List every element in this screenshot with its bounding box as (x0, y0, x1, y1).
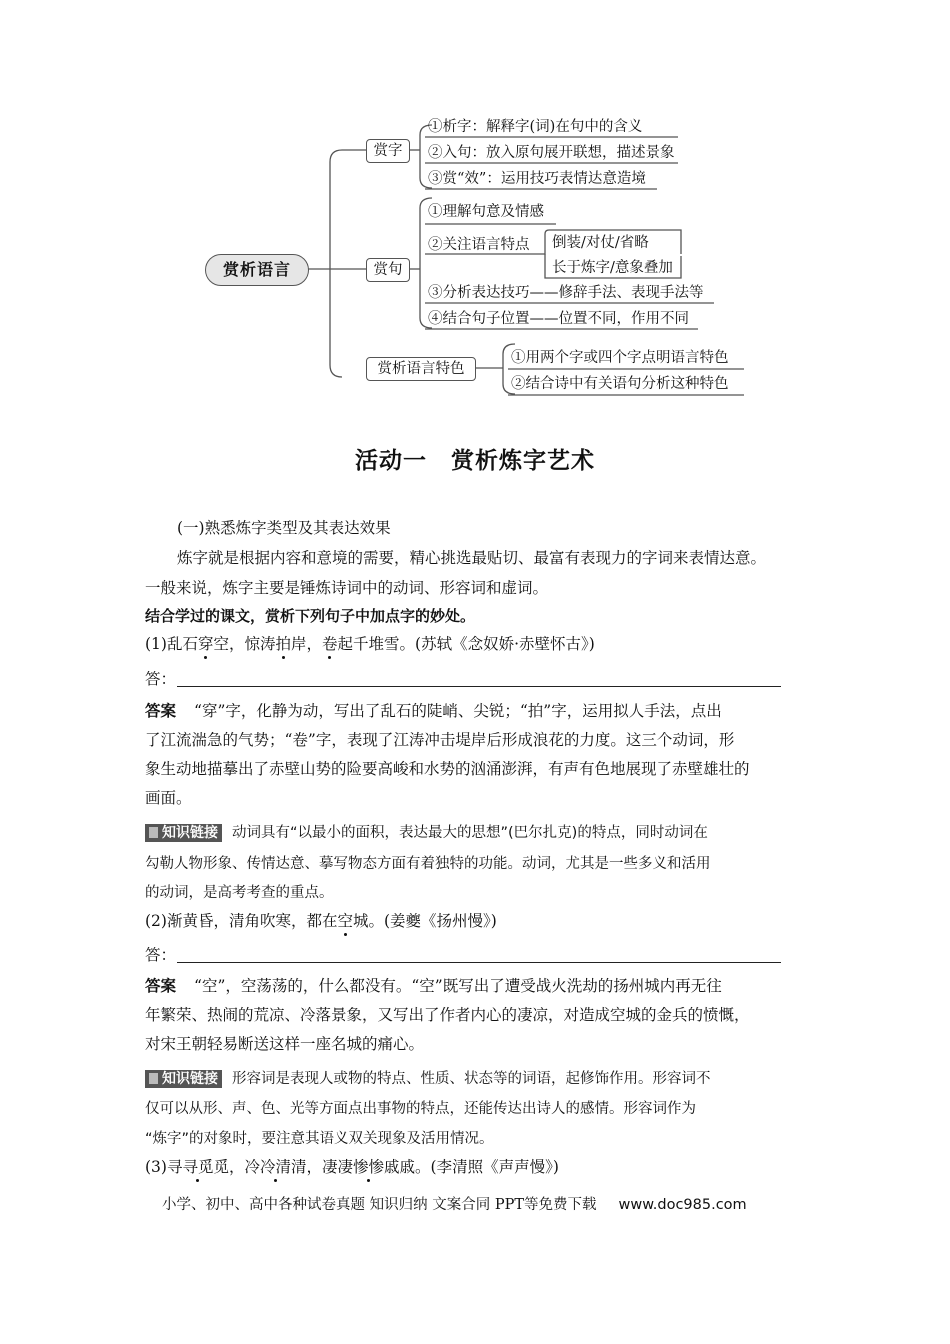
branch2-item-1: ①理解句意及情感 (428, 204, 544, 220)
q2-answer-line[interactable] (177, 962, 781, 963)
q1-dotted-pai: 拍 (275, 635, 292, 653)
q1-text-b: 空，惊涛 (213, 635, 276, 653)
branch2-item-2: ②关注语言特点 (428, 237, 530, 253)
answer-label: 答案 (145, 977, 177, 995)
q1-knowledge-text-1: 动词具有“以最小的面积，表达最大的思想”(巴尔扎克)的特点，同时动词在 (232, 825, 708, 841)
q2-answer-prompt: 答： (145, 946, 177, 964)
q1-answer-line[interactable] (177, 686, 781, 687)
q2-knowledge-2: 仅可以从形、声、色、光等方面点出事物的特点，还能传达出诗人的感情。形容词作为 (145, 1101, 696, 1117)
q2-text-b: 城。(姜夔《扬州慢》) (352, 912, 497, 930)
question-2 (145, 910, 810, 932)
instruction: 结合学过的课文，赏析下列句子中加点字的妙处。 (145, 607, 476, 625)
q2-knowledge-text-1: 形容词是表现人或物的特点、性质、状态等的词语，起修饰作用。形容词不 (232, 1071, 711, 1087)
q1-knowledge-1 (145, 822, 810, 844)
q3-dotted-1: 寻寻觅觅 (166, 1158, 229, 1176)
branch-language-feature: 赏析语言特色 (366, 357, 476, 381)
intro-line-2: 一般来说，炼字主要是锤炼诗词中的动词、形容词和虚词。 (145, 579, 549, 597)
q1-knowledge-2: 勾勒人物形象、传情达意、摹写物态方面有着独特的功能。动词，尤其是一些多义和活用 (145, 856, 711, 872)
footer-url[interactable]: www.doc985.com (618, 1197, 747, 1213)
q3-text-c: ， (306, 1158, 323, 1176)
branch1-item-2: ②入句：放入原句展开联想，描述景象 (428, 145, 675, 161)
q2-text-a: (2)渐黄昏，清角吹寒，都在 (145, 912, 338, 930)
q2-answer-3: 对宋王朝轻易断送这样一座名城的痛心。 (145, 1035, 425, 1053)
knowledge-label: 知识链接 (162, 1071, 218, 1087)
q2-knowledge-3: “炼字”的对象时，要注意其语义双关现象及活用情况。 (145, 1131, 494, 1147)
q1-text-c: 岸， (291, 635, 323, 653)
footer-text: 小学、初中、高中各种试卷真题 知识归纳 文案合同 PPT等免费下载 (162, 1197, 597, 1213)
q1-answer-text-1: “穿”字，化静为动，写出了乱石的陡峭、尖锐；“拍”字，运用拟人手法，点出 (194, 702, 722, 720)
question-3 (145, 1156, 810, 1178)
q1-dotted-chuan: 穿 (197, 635, 214, 653)
branch3-item-2: ②结合诗中有关语句分析这种特色 (511, 376, 729, 392)
branch1-item-3: ③赏“效”：运用技巧表情达意造境 (428, 171, 646, 187)
q2-answer-text-1: “空”，空荡荡的，什么都没有。“空”既写出了遭受战火洗劫的扬州城内再无往 (194, 977, 722, 995)
branch2-item-4: ④结合句子位置——位置不同，作用不同 (428, 311, 689, 327)
intro-line-1: 炼字就是根据内容和意境的需要，精心挑选最贴切、最富有表现力的字词来表情达意。 (177, 549, 767, 567)
branch1-item-1: ①析字：解释字(词)在句中的含义 (428, 119, 643, 135)
q1-answer-1 (145, 700, 810, 722)
branch-shangju: 赏句 (366, 258, 410, 282)
q2-answer-1 (145, 975, 810, 997)
q1-answer-3: 象生动地描摹出了赤壁山势的险要高峻和水势的汹涌澎湃，有声有色地展现了赤壁雄壮的 (145, 760, 750, 778)
badge-square-icon (149, 827, 158, 838)
q1-answer-2: 了江流湍急的气势；“卷”字，表现了江涛冲击堤岸后形成浪花的力度。这三个动词，形 (145, 731, 735, 749)
activity-title: 活动一 赏析炼字艺术 (355, 448, 595, 474)
mindmap-root: 赏析语言 (205, 254, 309, 286)
q3-text-a: (3) (145, 1158, 167, 1176)
q3-text-d: 。(李清照《声声慢》) (415, 1158, 559, 1176)
branch-shangzi: 赏字 (366, 139, 410, 163)
q1-answer-4: 画面。 (145, 789, 192, 807)
branch2-sub-2: 长于炼字/意象叠加 (552, 260, 673, 276)
knowledge-label: 知识链接 (162, 825, 218, 841)
section-heading: (一)熟悉炼字类型及其表达效果 (177, 519, 391, 537)
q1-dotted-juan: 卷 (322, 635, 338, 653)
knowledge-badge (145, 1070, 222, 1088)
q1-text-a: (1)乱石 (145, 635, 198, 653)
q1-text-d: 起千堆雪。(苏轼《念奴娇·赤壁怀古》) (337, 635, 595, 653)
q1-knowledge-3: 的动词，是高考考查的重点。 (145, 885, 334, 901)
knowledge-badge (145, 824, 222, 842)
q2-dotted-kong: 空 (337, 912, 353, 930)
footer (162, 1193, 747, 1214)
question-1 (145, 633, 810, 655)
q3-dotted-3: 凄凄惨惨戚戚 (322, 1158, 416, 1176)
branch2-item-3: ③分析表达技巧——修辞手法、表现手法等 (428, 285, 704, 301)
q1-answer-prompt: 答： (145, 670, 177, 688)
q3-dotted-2: 冷冷清清 (244, 1158, 307, 1176)
branch2-sub-1: 倒装/对仗/省略 (552, 235, 649, 251)
answer-label: 答案 (145, 702, 177, 720)
badge-square-icon (149, 1073, 158, 1084)
q2-knowledge-1 (145, 1068, 810, 1090)
q2-answer-2: 年繁荣、热闹的荒凉、冷落景象，又写出了作者内心的凄凉，对造成空城的金兵的愤慨， (145, 1006, 750, 1024)
q3-text-b: ， (228, 1158, 245, 1176)
branch3-item-1: ①用两个字或四个字点明语言特色 (511, 350, 729, 366)
